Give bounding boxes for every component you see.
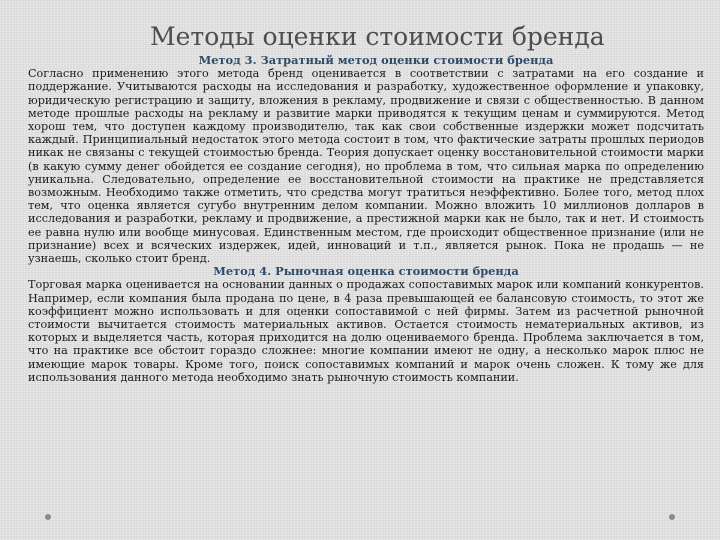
slide-title: Методы оценки стоимости бренда	[150, 22, 605, 51]
decorative-dot-left	[45, 514, 51, 520]
method3-paragraph: Согласно применению этого метода бренд оценивается в соответствии с затратами на его создание и поддержание. Учитываются расходы на исследования и разработку, художественное оформление и упаковку, юридическую регистрацию и защиту, вложения в рекламу, продвижение и связи с общественностью. В данном методе прошлые расходы на рекламу и развитие марки приводятся к текущим ценам и суммируются. Метод хорош тем, что доступен каждому производителю, так как свои собственные издержки может подсчитать каждый. Принципиальный недостаток этого метода состоит в том, что фактические затраты прошлых периодов никак не связаны с текущей стоимостью бренда. Теория допускает оценку восстановительной стоимости марки (в какую сумму денег обойдется ее создание сегодня), но проблема в том, что сильная марка по определению уникальна. Следовательно, определение ее восстановительной стоимости на практике не представляется возможным. Необходимо также отметить, что средства могут тратиться неэффективно. Более того, метод плох тем, что оценка является сугубо внутренним делом компании. Можно вложить 10 миллионов долларов в исследования и разработки, рекламу и продвижение, а престижной марки как не было, так и нет. И стоимость ее равна нулю или вообще минусовая. Единственным местом, где происходит общественное признание (или не признание) всех и всяческих издержек, идей, инноваций и т.п., является рынок. Пока не продашь — не узнаешь, сколько стоит бренд.	[28, 67, 704, 266]
decorative-dot-right	[669, 514, 675, 520]
method4-heading: Метод 4. Рыночная оценка стоимости бренда	[213, 264, 519, 279]
method4-paragraph: Торговая марка оценивается на основании данных о продажах сопоставимых марок или компаний конкурентов. Например, если компания была продана по цене, в 4 раза превышающей ее балансовую стоимость, то этот же коэффициент можно использовать и для оценки сопоставимой с ней фирмы. Затем из расчетной рыночной стоимости вычитается стоимость материальных активов. Остается стоимость нематериальных активов, из которых и выделяется часть, которая приходится на долю оцениваемого бренда. Проблема заключается в том, что на практике все обстоит гораздо сложнее: многие компании имеют не одну, а несколько марок плюс не имеющие марок товары. Кроме того, поиск сопоставимых компаний и марок очень сложен. К тому же для использования данного метода необходимо знать рыночную стоимость компании.	[28, 278, 704, 384]
slide-body	[28, 54, 704, 384]
method3-heading: Метод 3. Затратный метод оценки стоимости бренда	[198, 53, 554, 67]
